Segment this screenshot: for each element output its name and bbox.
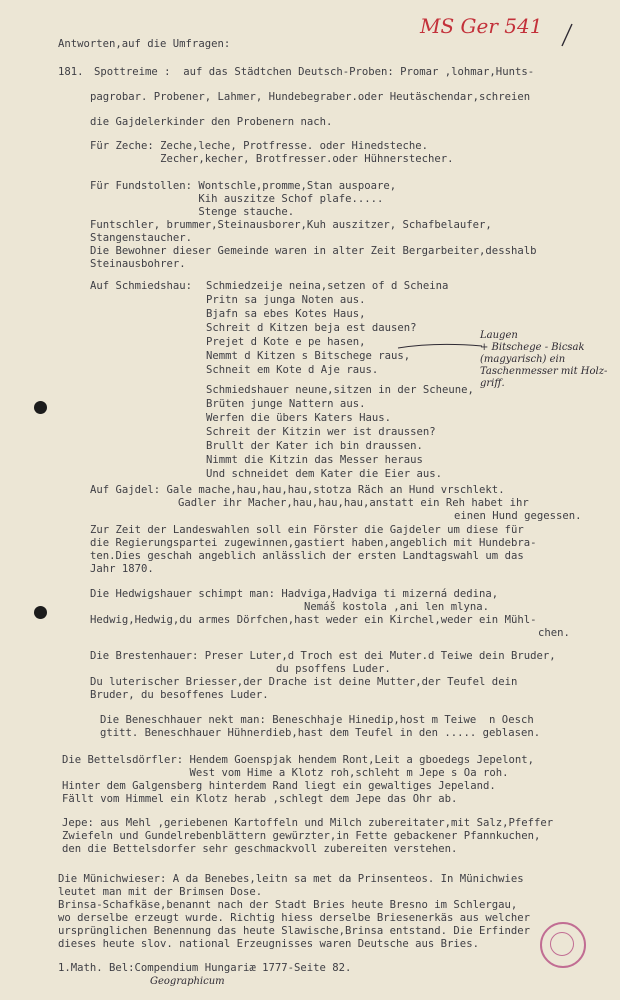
heading: Antworten,auf die Umfragen: [58,38,231,50]
fundstollen-line: Stangenstaucher. [90,232,193,244]
german-verse-line: Brüten junge Nattern aus. [206,398,366,410]
jepe-line: Zwiefeln und Gundelrebenblättern gewürzter,in Fette gebackener Pfannkuchen, [62,830,541,842]
gajdel-line: die Regierungspartei zugewinnen,gastiert haben,angeblich mit Hundebra- [90,537,537,549]
muenichwieser-line: ursprünglichen Benennung das heute Slawische,Brinsa entstand. Die Erfinder [58,925,530,937]
gajdel-line: Jahr 1870. [90,563,154,575]
schmiedshau-label: Auf Schmiedshau: [90,280,193,292]
gajdel-line: ten.Dies geschah angeblich anlässlich der ersten Landtagswahl um das [90,550,524,562]
jepe-line: den die Bettelsdorfer sehr geschmackvoll zubereiten verstehen. [62,843,458,855]
library-stamp [540,922,586,968]
slash-mark-icon [558,20,578,50]
bettelsdoerfler-line: West vom Hime a Klotz roh,schleht m Jepe s Oa roh. [62,767,509,779]
item-number: 181. [58,66,84,78]
german-verse-line: Schreit der Kitzin wer ist draussen? [206,426,436,438]
muenichwieser-line: leutet man mit der Brimsen Dose. [58,886,263,898]
brestenhauer-line: du psoffens Luder. [276,663,391,675]
muenichwieser-line: Die Münichwieser: A da Benebes,leitn sa met da Prinsenteos. In Münichwies [58,873,524,885]
gajdel-line: Auf Gajdel: Gale mache,hau,hau,hau,stotza Räch an Hund vrschlekt. [90,484,505,496]
zeche-line: Für Zeche: Zeche,leche, Protfresse. oder Hinedsteche. [90,140,429,152]
fundstollen-line: Die Bewohner dieser Gemeinde waren in alter Zeit Bergarbeiter,desshalb [90,245,537,257]
brestenhauer-line: Bruder, du besoffenes Luder. [90,689,269,701]
bettelsdoerfler-line: Fällt vom Himmel ein Klotz herab ,schlegt dem Jepe das Ohr ab. [62,793,458,805]
german-verse-line: Brullt der Kater ich bin draussen. [206,440,423,452]
punch-hole [34,401,47,414]
punch-hole [34,606,47,619]
gajdel-line: einen Hund gegessen. [454,510,582,522]
hedwigshauer-line: Die Hedwigshauer schimpt man: Hadviga,Hadviga ti mizerná dedina, [90,588,499,600]
gajdel-line: Gadler ihr Macher,hau,hau,hau,anstatt ein Reh habet ihr [178,497,529,509]
intro-line: die Gajdelerkinder den Probenern nach. [90,116,333,128]
hedwigshauer-line: Hedwig,Hedwig,du armes Dörfchen,hast weder ein Kirchel,weder ein Mühl- [90,614,537,626]
hedwigshauer-line: Nemáš kostola ,ani len mlyna. [304,601,489,613]
dialect-verse-line: Bjafn sa ebes Kotes Haus, [206,308,366,320]
jepe-line: Jepe: aus Mehl ,geriebenen Kartoffeln und Milch zubereitater,mit Salz,Pfeffer [62,817,554,829]
muenichwieser-line: wo derselbe erzeugt wurde. Richtig hiess derselbe Briesenerkäs aus welcher [58,912,530,924]
beneschhauer-line: gtitt. Beneschhauer Hühnerdieb,hast dem Teufel in den ..... geblasen. [100,727,541,739]
german-verse-line: Nimmt die Kitzin das Messer heraus [206,454,423,466]
dialect-verse-line: Pritn sa junga Noten aus. [206,294,366,306]
brestenhauer-line: Die Brestenhauer: Preser Luter,d Troch est dei Muter.d Teiwe dein Bruder, [90,650,556,662]
bettelsdoerfler-line: Hinter dem Galgensberg hinterdem Rand liegt ein gewaltiges Jepeland. [62,780,496,792]
fundstollen-line: Kih auszitze Schof plafe..... [90,193,384,205]
muenichwieser-line: dieses heute slov. national Erzeugnisses waren Deutsche aus Bries. [58,938,479,950]
zeche-line: Zecher,kecher, Brotfresser.oder Hühnerstecher. [90,153,454,165]
brestenhauer-line: Du luterischer Briesser,der Drache ist deine Mutter,der Teufel dein [90,676,518,688]
handwritten-geographicum: Geographicum [150,976,225,987]
dialect-verse-line: Nemmt d Kitzen s Bitschege raus, [206,350,411,362]
fundstollen-line: Stenge stauche. [90,206,295,218]
gajdel-line: Zur Zeit der Landeswahlen soll ein Förster die Gajdeler um diese für [90,524,524,536]
german-verse-line: Schmiedshauer neune,sitzen in der Scheune, [206,384,474,396]
margin-note: Laugen + Bitschege - Bicsak (magyarisch) ein Taschenmesser mit Holz- griff. [480,330,608,389]
fundstollen-line: Für Fundstollen: Wontschle,promme,Stan auspoare, [90,180,397,192]
german-verse-line: Werfen die übers Katers Haus. [206,412,391,424]
arrow-icon [396,340,486,356]
dialect-verse-line: Prejet d Kote e pe hasen, [206,336,366,348]
dialect-verse-line: Schmiedzeije neina,setzen of d Scheina [206,280,449,292]
muenichwieser-line: Brinsa-Schafkäse,benannt nach der Stadt Bries heute Bresno im Schlergau, [58,899,518,911]
source-citation: 1.Math. Bel:Compendium Hungariæ 1777-Seite 82. [58,962,352,974]
shelfmark-annotation: MS Ger 541 [420,14,543,38]
intro-line: Spottreime : auf das Städtchen Deutsch-Proben: Promar ,lohmar,Hunts- [94,66,535,78]
dialect-verse-line: Schneit em Kote d Aje raus. [206,364,379,376]
dialect-verse-line: Schreit d Kitzen beja est dausen? [206,322,417,334]
bettelsdoerfler-line: Die Bettelsdörfler: Hendem Goenspjak hendem Ront,Leit a gboedegs Jepelont, [62,754,534,766]
fundstollen-line: Funtschler, brummer,Steinausborer,Kuh auszitzer, Schafbelaufer, [90,219,492,231]
intro-line: pagrobar. Probener, Lahmer, Hundebegraber.oder Heutäschendar,schreien [90,91,531,103]
hedwigshauer-line: chen. [538,627,570,639]
german-verse-line: Und schneidet dem Kater die Eier aus. [206,468,442,480]
fundstollen-line: Steinausbohrer. [90,258,186,270]
beneschhauer-line: Die Beneschhauer nekt man: Beneschhaje Hinedip,host m Teiwe n Oesch [100,714,534,726]
